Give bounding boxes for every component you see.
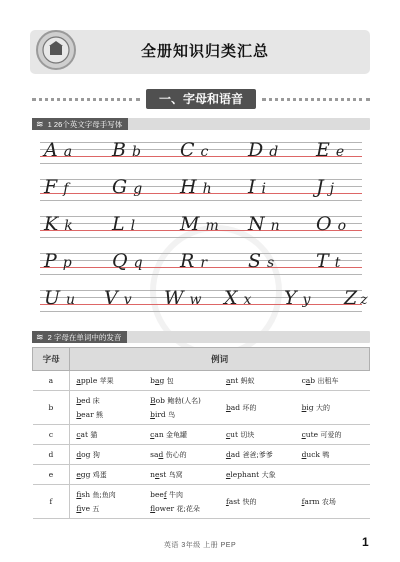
uppercase-letter: L <box>112 213 125 235</box>
letter-pair <box>180 250 207 276</box>
uppercase-letter: J <box>316 176 324 198</box>
row-letter: d <box>33 445 70 465</box>
lowercase-letter: u <box>66 292 76 308</box>
example-cell <box>296 391 370 425</box>
uppercase-letter: P <box>44 250 57 272</box>
letter-pair <box>224 287 251 313</box>
uppercase-letter: G <box>112 176 128 198</box>
example-cell <box>144 371 220 391</box>
example-cell <box>70 445 144 465</box>
letter-pair <box>316 139 344 165</box>
example-cell <box>70 371 144 391</box>
example-cell <box>296 425 370 445</box>
table-row <box>33 465 370 485</box>
handwriting-row <box>40 140 362 164</box>
lowercase-letter: n <box>270 218 280 234</box>
letter-pair <box>164 287 202 313</box>
letter-pair <box>180 176 212 202</box>
lowercase-letter: j <box>329 181 334 197</box>
example-word: egg 鸡蛋 <box>76 469 107 479</box>
letter-pair <box>248 176 266 202</box>
letter-pair <box>44 176 68 202</box>
table-row <box>33 391 370 425</box>
uppercase-letter: U <box>44 287 61 309</box>
example-word: dad 爸爸;爹爹 <box>225 449 273 459</box>
example-cell <box>296 445 370 465</box>
example-word: cute 可爱的 <box>301 429 342 439</box>
example-cell <box>144 485 220 519</box>
example-word: nest 鸟窝 <box>150 469 183 479</box>
example-cell <box>144 391 220 425</box>
example-word: ant 蚂蚁 <box>225 375 255 385</box>
lowercase-letter: h <box>202 181 212 197</box>
uppercase-letter: I <box>248 176 256 198</box>
uppercase-letter: O <box>316 213 332 235</box>
uppercase-letter: V <box>104 287 118 309</box>
letter-pair <box>180 139 208 165</box>
example-cell <box>220 485 296 519</box>
page-number: 1 <box>362 535 369 549</box>
example-word: bad 坏的 <box>225 402 257 412</box>
uppercase-letter: Z <box>344 287 358 309</box>
letter-pair <box>248 213 280 239</box>
uppercase-letter: H <box>180 176 197 198</box>
uppercase-letter: R <box>180 250 195 272</box>
example-word: cab 出租车 <box>301 375 339 385</box>
uppercase-letter: A <box>44 139 58 161</box>
example-word: duck 鸭 <box>301 449 330 459</box>
divider-left <box>32 98 140 101</box>
table-row <box>33 485 370 519</box>
lowercase-letter: i <box>261 181 266 197</box>
uppercase-letter: N <box>248 213 265 235</box>
letter-pair <box>316 176 334 202</box>
uppercase-letter: E <box>316 139 330 161</box>
example-word: flower 花;花朵 <box>150 503 200 513</box>
example-cell <box>144 425 220 445</box>
example-word: sad 伤心的 <box>150 449 187 459</box>
column-header-examples: 例词 <box>70 348 370 371</box>
row-letter: a <box>33 371 70 391</box>
uppercase-letter: W <box>164 287 184 309</box>
example-cell <box>220 371 296 391</box>
example-cell <box>220 465 296 485</box>
wave-icon: ≋ <box>36 332 44 342</box>
lowercase-letter: d <box>269 144 279 160</box>
letter-pair <box>316 213 346 239</box>
letter-pair <box>112 176 142 202</box>
lowercase-letter: g <box>133 181 143 197</box>
letter-pair <box>112 250 143 276</box>
uppercase-letter: T <box>316 250 329 272</box>
letter-pair <box>180 213 219 239</box>
example-cell <box>220 391 296 425</box>
lowercase-letter: q <box>133 255 143 271</box>
example-word: bed 床 <box>76 395 100 405</box>
example-word: farm 农场 <box>301 496 336 506</box>
example-cell <box>220 425 296 445</box>
divider-right <box>262 98 370 101</box>
example-cell <box>296 465 370 485</box>
lowercase-letter: a <box>63 144 73 160</box>
example-cell <box>70 485 144 519</box>
subsection-title: 1 26个英文字母手写体 <box>47 120 123 129</box>
example-word: apple 苹果 <box>76 375 114 385</box>
example-word: elephant 大象 <box>225 469 276 479</box>
section-heading: 一、字母和语音 <box>146 89 256 109</box>
handwriting-row <box>40 251 362 275</box>
example-cell <box>70 391 144 425</box>
publisher-logo-icon <box>36 30 76 70</box>
example-cell <box>296 371 370 391</box>
lowercase-letter: z <box>360 292 368 308</box>
example-cell <box>70 465 144 485</box>
example-word: fast 快的 <box>225 496 257 506</box>
lowercase-letter: s <box>267 255 275 271</box>
lowercase-letter: x <box>243 292 252 308</box>
lowercase-letter: e <box>335 144 345 160</box>
letter-pair <box>44 213 73 239</box>
letter-pair <box>284 287 310 313</box>
example-word: bag 包 <box>150 375 174 385</box>
subsection-title: 2 字母在单词中的发音 <box>47 333 122 342</box>
lowercase-letter: t <box>334 255 341 271</box>
uppercase-letter: Y <box>284 287 297 309</box>
lowercase-letter: m <box>205 218 219 234</box>
uppercase-letter: M <box>180 213 200 235</box>
letter-pair <box>44 287 75 313</box>
wave-icon: ≋ <box>36 119 44 129</box>
uppercase-letter: D <box>248 139 264 161</box>
example-word: cat 猫 <box>76 429 98 439</box>
lowercase-letter: w <box>189 292 202 308</box>
letter-pair <box>112 139 141 165</box>
example-cell <box>144 465 220 485</box>
example-word: cut 切块 <box>225 429 255 439</box>
example-word: five 五 <box>76 503 100 513</box>
handwriting-row <box>40 287 368 312</box>
lowercase-letter: o <box>337 218 347 234</box>
uppercase-letter: K <box>44 213 59 235</box>
letter-pair <box>112 213 135 239</box>
example-cell <box>70 425 144 445</box>
lowercase-letter: v <box>123 292 132 308</box>
lowercase-letter: y <box>302 292 311 308</box>
row-letter: b <box>33 391 70 425</box>
letter-pair <box>44 250 72 276</box>
table-row <box>33 425 370 445</box>
uppercase-letter: X <box>224 287 238 309</box>
letter-pair <box>316 250 340 276</box>
letter-pair <box>248 139 278 165</box>
example-word: Bob 鲍勃(人名) <box>150 395 201 405</box>
letter-pair <box>104 287 132 313</box>
lowercase-letter: k <box>64 218 73 234</box>
example-word: can 金龟罐 <box>150 429 188 439</box>
table-row <box>33 371 370 391</box>
footer-info: 英语 3年级 上册 PEP <box>163 542 237 549</box>
lowercase-letter: r <box>200 255 208 271</box>
page-title: 全册知识归类汇总 <box>140 43 269 60</box>
lowercase-letter: f <box>63 181 69 197</box>
example-word: beef 牛肉 <box>150 489 183 499</box>
example-word: bird 鸟 <box>150 409 176 419</box>
row-letter: c <box>33 425 70 445</box>
phonics-table <box>32 347 370 519</box>
subsection-bar-handwriting <box>32 118 370 130</box>
lowercase-letter: p <box>62 255 72 271</box>
example-cell <box>220 445 296 465</box>
subsection-bar-phonics <box>32 331 370 343</box>
column-header-letter: 字母 <box>33 348 70 371</box>
example-word: dog 狗 <box>76 449 100 459</box>
lowercase-letter: c <box>200 144 209 160</box>
letter-pair <box>44 139 72 165</box>
row-letter: e <box>33 465 70 485</box>
example-cell <box>144 445 220 465</box>
example-word: big 大的 <box>301 402 330 412</box>
handwriting-row <box>40 214 362 238</box>
uppercase-letter: F <box>44 176 58 198</box>
lowercase-letter: b <box>131 144 141 160</box>
handwriting-row <box>40 177 362 201</box>
uppercase-letter: S <box>248 250 262 272</box>
row-letter: f <box>33 485 70 519</box>
table-row <box>33 445 370 465</box>
letter-pair <box>248 250 274 276</box>
letter-pair <box>344 287 368 313</box>
lowercase-letter: l <box>130 218 136 234</box>
example-word: bear 熊 <box>76 409 104 419</box>
uppercase-letter: C <box>180 139 195 161</box>
example-cell <box>296 485 370 519</box>
example-word: fish 鱼;鱼肉 <box>76 489 116 499</box>
uppercase-letter: B <box>112 139 126 161</box>
uppercase-letter: Q <box>112 250 128 272</box>
